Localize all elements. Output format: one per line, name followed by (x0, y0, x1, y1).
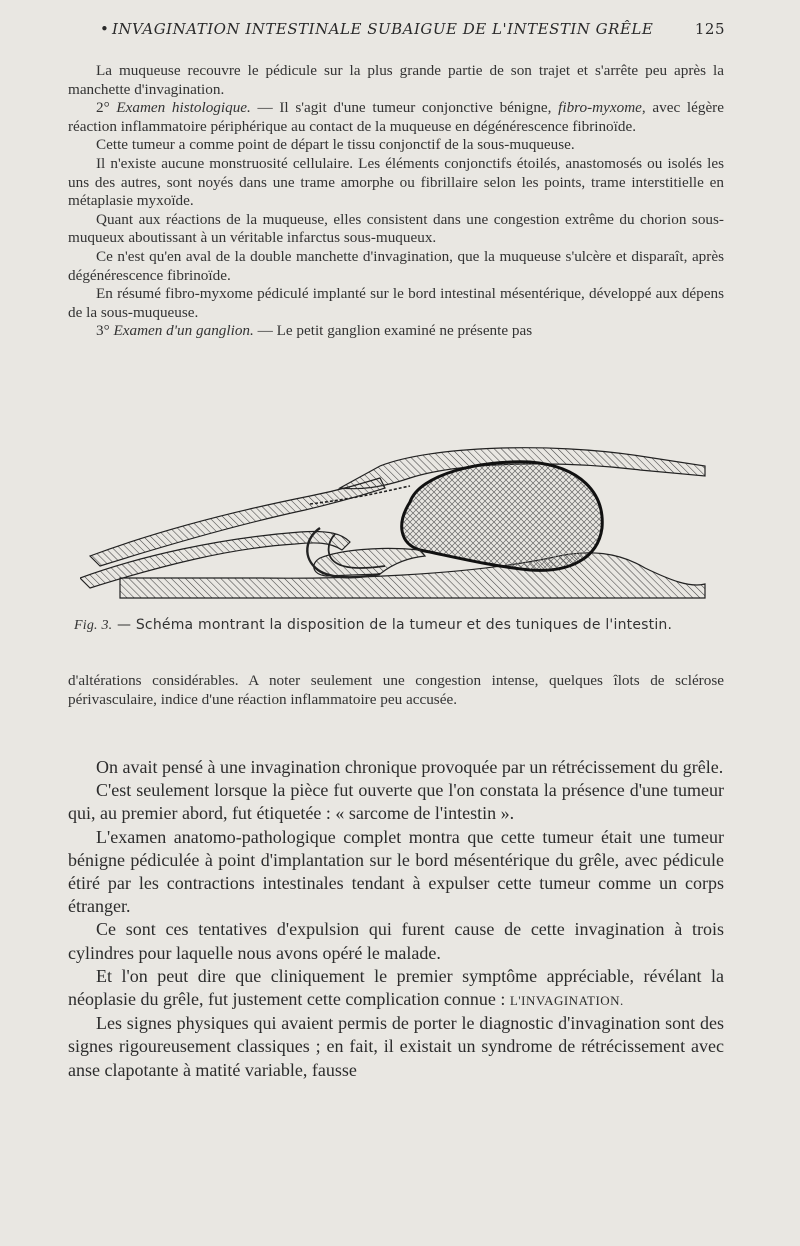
tumor-pedicle (314, 548, 425, 576)
paragraph: Il n'existe aucune monstruosité cellulaire. Les éléments conjonctifs étoilés, anastomosés ou isolés les uns des autres, sont noyés dans une trame amorphe ou fibrillaire selon les points, trame interstitielle en métaplasie myxoïde. (68, 154, 724, 210)
figure-label: Fig. 3. (74, 618, 113, 633)
discussion-section (68, 756, 724, 1082)
paragraph: 2° Examen histologique. — Il s'agit d'une tumeur conjonctive bénigne, fibro-myxome, avec légère réaction inflammatoire périphérique au contact de la muqueuse en dégénérescence fibrinoïde. (68, 99, 724, 135)
paragraph: d'altérations considérables. A noter seulement une congestion intense, quelques îlots de sclérose périvasculaire, indice d'une réaction inflammatoire peu accusée. (68, 672, 724, 708)
page-number: 125 (694, 20, 725, 38)
paragraph: Ce sont ces tentatives d'expulsion qui furent cause de cette invagination à trois cylindres pour laquelle nous avons opéré le malade. (68, 919, 724, 963)
intestinal-wall-bottom (120, 553, 705, 598)
section-heading: Examen d'un ganglion. (113, 322, 254, 340)
running-header (100, 20, 725, 42)
paragraph: Cette tumeur a comme point de départ le tissu conjonctif de la sous-muqueuse. (96, 136, 575, 154)
paragraph: En résumé fibro-myxome pédiculé implanté sur le bord intestinal mésentérique, développé aux dépens de la sous-muqueuse. (68, 285, 724, 321)
caption-text: — Schéma montrant la disposition de la tumeur et des tuniques de l'intestin. (112, 617, 673, 633)
ganglion-continuation (68, 672, 724, 709)
paragraph: 3° Examen d'un ganglion. — Le petit ganglion examiné ne présente pas (96, 322, 533, 340)
paragraph: Et l'on peut dire que cliniquement le premier symptôme appréciable, révélant la néoplasie du grêle, fut justement cette complication connue : L'INVAGINATION. (68, 965, 724, 1010)
paragraph: Ce n'est qu'en aval de la double manchette d'invagination, que la muqueuse s'ulcère et disparaît, après dégénérescence fibrinoïde. (68, 247, 724, 284)
figure-caption (74, 617, 730, 634)
paragraph: C'est seulement lorsque la pièce fut ouverte que l'on constata la présence d'une tumeur qui, au premier abord, fut étiquetée : « sarcome de l'intestin ». (68, 780, 724, 824)
paragraph: Les signes physiques qui avaient permis de porter le diagnostic d'invagination sont des signes rigoureusement classiques ; en fait, il existait un syndrome de rétrécissement avec anse clapotante à matité variable, fausse (68, 1013, 724, 1080)
paragraph: La muqueuse recouvre le pédicule sur la plus grande partie de son trajet et s'arrête peu après la manchette d'invagination. (68, 62, 724, 98)
small-caps-term: L'INVAGINATION. (509, 993, 624, 1009)
diagnosis-term: fibro-myxome (558, 99, 642, 117)
paragraph: L'examen anatomo-pathologique complet montra que cette tumeur était une tumeur bénigne pédiculée à point d'implantation sur le bord mésentérique du grêle, avec pédicule étiré par les contractions intestinales tendant à expulser cette tumeur comme un corps étranger. (68, 826, 724, 917)
histology-section (68, 62, 724, 341)
tumor-mass (402, 462, 603, 571)
paragraph: Quant aux réactions de la muqueuse, elles consistent dans une congestion extrême du chorion sous-muqueux aboutissant à un véritable infarctus sous-muqueux. (68, 210, 724, 247)
running-title: INVAGINATION INTESTINALE SUBAIGUE DE L'INTESTIN GRÊLE (112, 20, 654, 38)
section-heading: Examen histologique. (116, 99, 251, 117)
intestine-diagram (80, 438, 720, 613)
header-bullet: • (100, 20, 110, 38)
paragraph: On avait pensé à une invagination chronique provoquée par un rétrécissement du grêle. (96, 757, 724, 777)
